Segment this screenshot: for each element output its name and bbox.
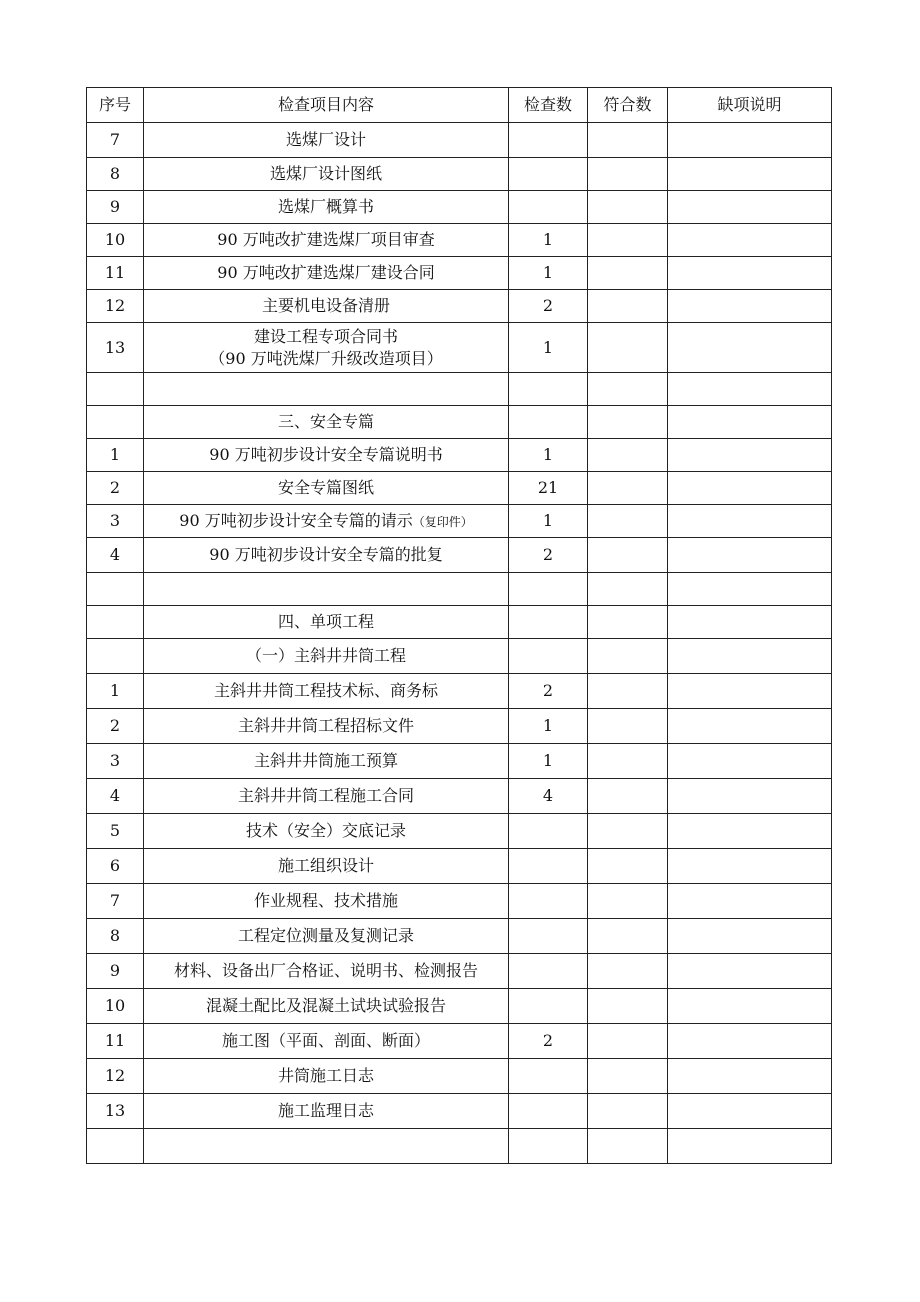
cell-no: 13 <box>87 323 144 373</box>
cell-item-text: 施工组织设计 <box>277 856 374 875</box>
cell-missing <box>668 158 832 191</box>
cell-no: 6 <box>87 849 144 884</box>
cell-item-text: 主斜井井筒工程施工合同 <box>237 786 414 805</box>
cell-item-text: （一）主斜井井筒工程 <box>245 646 406 665</box>
cell-item-text: 选煤厂设计图纸 <box>269 164 382 183</box>
cell-checked <box>509 123 588 158</box>
cell-no: 11 <box>87 257 144 290</box>
cell-checked <box>509 191 588 224</box>
cell-conform <box>588 158 668 191</box>
table-row <box>87 1129 832 1164</box>
table-row <box>87 919 832 954</box>
cell-item-text: 90 万吨初步设计安全专篇说明书 <box>209 445 443 464</box>
cell-conform <box>588 709 668 744</box>
table-row <box>87 290 832 323</box>
cell-conform <box>588 191 668 224</box>
cell-item <box>144 191 509 224</box>
cell-checked: 1 <box>509 323 588 373</box>
cell-conform <box>588 439 668 472</box>
header-conform: 符合数 <box>588 88 668 123</box>
cell-conform <box>588 884 668 919</box>
cell-item <box>144 919 509 954</box>
table-row <box>87 505 832 538</box>
cell-missing <box>668 224 832 257</box>
cell-checked <box>509 373 588 406</box>
cell-no: 7 <box>87 123 144 158</box>
table-row <box>87 606 832 639</box>
cell-missing <box>668 505 832 538</box>
cell-item-text: 主要机电设备清册 <box>261 296 390 315</box>
cell-item-text: 技术（安全）交底记录 <box>245 821 406 840</box>
cell-item <box>144 884 509 919</box>
cell-missing <box>668 884 832 919</box>
cell-item-text: 施工监理日志 <box>277 1101 374 1120</box>
cell-conform <box>588 744 668 779</box>
cell-missing <box>668 472 832 505</box>
cell-item-text: 工程定位测量及复测记录 <box>237 926 414 945</box>
cell-no: 2 <box>87 709 144 744</box>
cell-no: 3 <box>87 505 144 538</box>
cell-conform <box>588 606 668 639</box>
cell-missing <box>668 954 832 989</box>
cell-item <box>144 573 509 606</box>
cell-missing <box>668 779 832 814</box>
table-row <box>87 538 832 573</box>
cell-no: 9 <box>87 954 144 989</box>
table-row <box>87 224 832 257</box>
cell-conform <box>588 123 668 158</box>
cell-item <box>144 849 509 884</box>
cell-no: 12 <box>87 1059 144 1094</box>
cell-missing <box>668 373 832 406</box>
cell-no: 11 <box>87 1024 144 1059</box>
cell-checked: 1 <box>509 257 588 290</box>
cell-checked <box>509 849 588 884</box>
cell-item <box>144 472 509 505</box>
cell-item <box>144 639 509 674</box>
cell-no <box>87 406 144 439</box>
table-row <box>87 779 832 814</box>
cell-checked: 2 <box>509 1024 588 1059</box>
cell-item-text: 三、安全专篇 <box>277 412 374 431</box>
table-body <box>87 123 832 1164</box>
cell-item-text: 作业规程、技术措施 <box>253 891 398 910</box>
cell-missing <box>668 814 832 849</box>
cell-missing <box>668 538 832 573</box>
cell-item-text-line2: （90 万吨洗煤厂升级改造项目） <box>209 348 443 368</box>
cell-missing <box>668 439 832 472</box>
cell-item-note: （复印件） <box>412 514 473 529</box>
cell-item-text: 材料、设备出厂合格证、说明书、检测报告 <box>173 961 478 980</box>
cell-missing <box>668 191 832 224</box>
table-row <box>87 954 832 989</box>
cell-missing <box>668 1059 832 1094</box>
cell-item <box>144 709 509 744</box>
cell-conform <box>588 954 668 989</box>
table-row <box>87 257 832 290</box>
cell-checked: 1 <box>509 709 588 744</box>
table-row <box>87 191 832 224</box>
cell-missing <box>668 919 832 954</box>
cell-no: 12 <box>87 290 144 323</box>
cell-conform <box>588 639 668 674</box>
cell-checked <box>509 1094 588 1129</box>
cell-conform <box>588 323 668 373</box>
cell-item <box>144 224 509 257</box>
table-row <box>87 439 832 472</box>
cell-conform <box>588 505 668 538</box>
cell-no <box>87 573 144 606</box>
cell-conform <box>588 989 668 1024</box>
cell-no: 7 <box>87 884 144 919</box>
cell-conform <box>588 290 668 323</box>
cell-item <box>144 373 509 406</box>
cell-missing <box>668 1024 832 1059</box>
table-row <box>87 989 832 1024</box>
cell-no: 8 <box>87 158 144 191</box>
cell-no: 8 <box>87 919 144 954</box>
cell-item <box>144 954 509 989</box>
cell-checked: 1 <box>509 744 588 779</box>
cell-item-text: 混凝土配比及混凝土试块试验报告 <box>205 996 446 1015</box>
table-row <box>87 849 832 884</box>
cell-conform <box>588 1024 668 1059</box>
cell-checked: 1 <box>509 224 588 257</box>
cell-item <box>144 406 509 439</box>
cell-no: 10 <box>87 989 144 1024</box>
cell-item <box>144 439 509 472</box>
cell-item-text: 安全专篇图纸 <box>277 478 374 497</box>
cell-item <box>144 257 509 290</box>
table-header-row <box>87 88 832 123</box>
cell-missing <box>668 849 832 884</box>
cell-checked <box>509 884 588 919</box>
cell-no: 10 <box>87 224 144 257</box>
table-row <box>87 814 832 849</box>
table-row <box>87 123 832 158</box>
cell-missing <box>668 406 832 439</box>
cell-conform <box>588 779 668 814</box>
cell-no <box>87 639 144 674</box>
cell-checked <box>509 814 588 849</box>
cell-checked: 1 <box>509 505 588 538</box>
header-item: 检查项目内容 <box>144 88 509 123</box>
cell-checked <box>509 606 588 639</box>
cell-item-text: 选煤厂设计 <box>285 130 366 149</box>
cell-item-text: 90 万吨初步设计安全专篇的请示 <box>179 510 413 530</box>
cell-item <box>144 1059 509 1094</box>
cell-conform <box>588 919 668 954</box>
cell-item <box>144 290 509 323</box>
header-checked: 检查数 <box>509 88 588 123</box>
cell-item-text: 井筒施工日志 <box>277 1066 374 1085</box>
cell-checked <box>509 954 588 989</box>
table-row <box>87 674 832 709</box>
table-row <box>87 744 832 779</box>
cell-no <box>87 1129 144 1164</box>
cell-item-text: 选煤厂概算书 <box>277 197 374 216</box>
cell-missing <box>668 323 832 373</box>
cell-conform <box>588 674 668 709</box>
cell-item-text: 施工图（平面、剖面、断面） <box>221 1031 430 1050</box>
cell-no: 9 <box>87 191 144 224</box>
cell-conform <box>588 1094 668 1129</box>
cell-checked <box>509 1059 588 1094</box>
cell-conform <box>588 573 668 606</box>
cell-no: 1 <box>87 674 144 709</box>
cell-conform <box>588 814 668 849</box>
cell-conform <box>588 406 668 439</box>
cell-no <box>87 373 144 406</box>
cell-item <box>144 1024 509 1059</box>
cell-item <box>144 814 509 849</box>
table-row <box>87 406 832 439</box>
cell-missing <box>668 290 832 323</box>
cell-no: 13 <box>87 1094 144 1129</box>
cell-conform <box>588 373 668 406</box>
cell-conform <box>588 538 668 573</box>
cell-item <box>144 606 509 639</box>
cell-item <box>144 158 509 191</box>
table-row <box>87 884 832 919</box>
cell-item <box>144 1094 509 1129</box>
cell-item <box>144 1129 509 1164</box>
cell-item-text: 建设工程专项合同书 <box>253 326 398 346</box>
cell-checked: 1 <box>509 439 588 472</box>
cell-missing <box>668 257 832 290</box>
cell-conform <box>588 472 668 505</box>
table-row <box>87 573 832 606</box>
cell-item-text: 四、单项工程 <box>277 612 374 631</box>
cell-item <box>144 744 509 779</box>
cell-checked <box>509 919 588 954</box>
cell-missing <box>668 709 832 744</box>
cell-missing <box>668 573 832 606</box>
cell-item <box>144 505 509 538</box>
cell-item <box>144 323 509 373</box>
table-row <box>87 1059 832 1094</box>
cell-conform <box>588 224 668 257</box>
cell-no: 2 <box>87 472 144 505</box>
header-missing: 缺项说明 <box>668 88 832 123</box>
cell-item <box>144 989 509 1024</box>
cell-item <box>144 123 509 158</box>
table-row <box>87 373 832 406</box>
cell-no <box>87 606 144 639</box>
cell-conform <box>588 257 668 290</box>
cell-checked <box>509 1129 588 1164</box>
cell-missing <box>668 674 832 709</box>
cell-item-text: 90 万吨初步设计安全专篇的批复 <box>209 545 443 564</box>
cell-item-text: 主斜井井筒施工预算 <box>253 751 398 770</box>
table-row <box>87 709 832 744</box>
cell-no: 5 <box>87 814 144 849</box>
cell-item <box>144 538 509 573</box>
cell-checked: 2 <box>509 538 588 573</box>
cell-conform <box>588 1059 668 1094</box>
cell-item <box>144 674 509 709</box>
cell-missing <box>668 123 832 158</box>
cell-no: 4 <box>87 779 144 814</box>
table-row <box>87 639 832 674</box>
cell-checked <box>509 639 588 674</box>
cell-checked: 4 <box>509 779 588 814</box>
cell-checked <box>509 406 588 439</box>
cell-checked: 2 <box>509 674 588 709</box>
cell-missing <box>668 606 832 639</box>
table-row <box>87 1094 832 1129</box>
cell-checked: 21 <box>509 472 588 505</box>
cell-checked <box>509 158 588 191</box>
cell-missing <box>668 989 832 1024</box>
cell-no: 4 <box>87 538 144 573</box>
cell-conform <box>588 1129 668 1164</box>
table-row <box>87 472 832 505</box>
inspection-table <box>86 87 832 1164</box>
cell-conform <box>588 849 668 884</box>
cell-item-text: 90 万吨改扩建选煤厂建设合同 <box>217 263 435 282</box>
cell-checked <box>509 989 588 1024</box>
table-row <box>87 158 832 191</box>
cell-item-text: 90 万吨改扩建选煤厂项目审查 <box>217 230 435 249</box>
cell-checked <box>509 573 588 606</box>
cell-missing <box>668 744 832 779</box>
cell-checked: 2 <box>509 290 588 323</box>
cell-missing <box>668 639 832 674</box>
cell-item-text: 主斜井井筒工程招标文件 <box>237 716 414 735</box>
cell-item <box>144 779 509 814</box>
cell-no: 3 <box>87 744 144 779</box>
cell-missing <box>668 1094 832 1129</box>
cell-missing <box>668 1129 832 1164</box>
cell-item-text: 主斜井井筒工程技术标、商务标 <box>213 681 438 700</box>
cell-no: 1 <box>87 439 144 472</box>
table-row <box>87 323 832 373</box>
table-row <box>87 1024 832 1059</box>
header-no: 序号 <box>87 88 144 123</box>
